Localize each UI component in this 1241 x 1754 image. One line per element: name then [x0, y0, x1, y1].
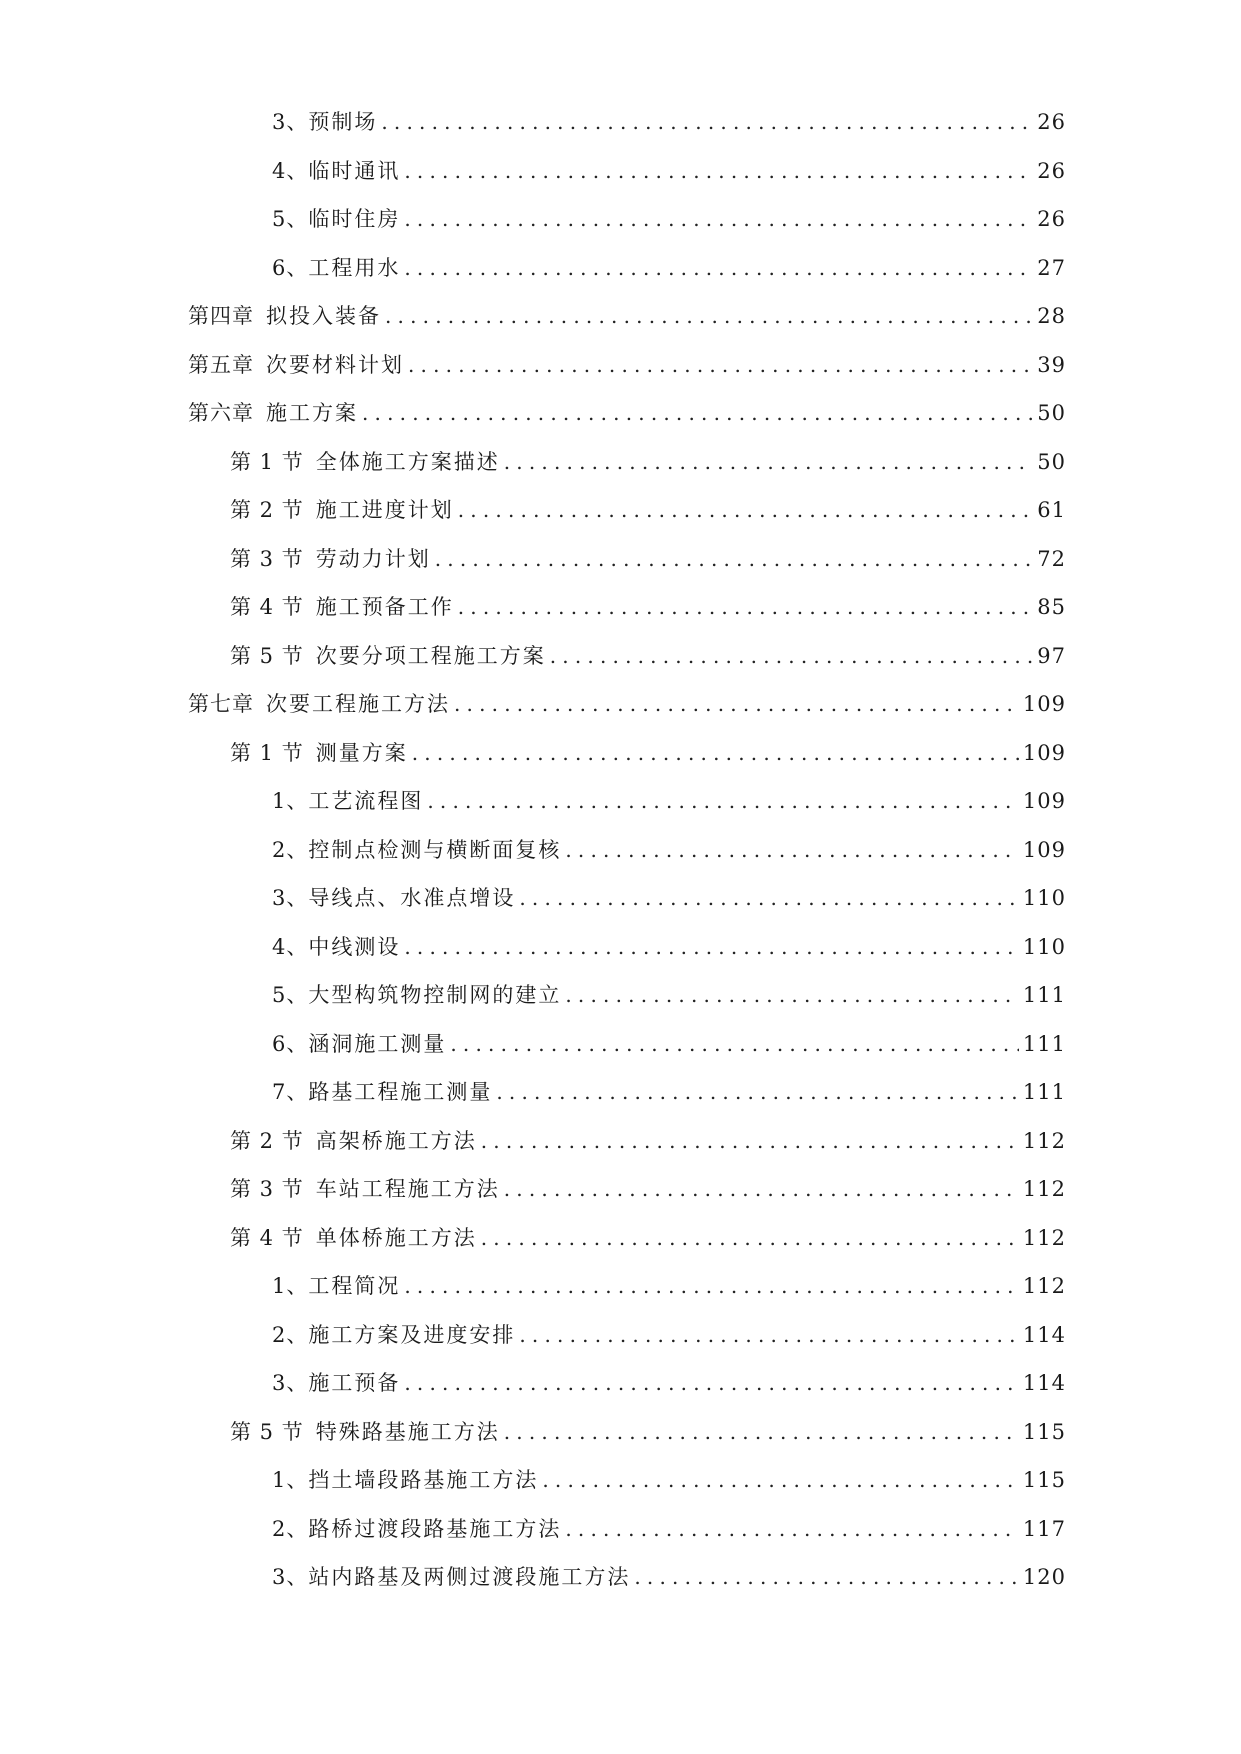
toc-entry-page-number: 114	[1022, 1371, 1066, 1395]
toc-entry-page-number: 109	[1022, 740, 1066, 765]
toc-entry-title: 工艺流程图	[308, 789, 424, 813]
toc-entry[interactable]	[0, 1505, 1241, 1554]
toc-entry-number: 3、	[272, 1565, 309, 1589]
dot-leader	[408, 341, 1033, 390]
dot-leader	[634, 1553, 1019, 1602]
toc-entry[interactable]	[0, 1020, 1241, 1069]
toc-entry[interactable]	[0, 1408, 1241, 1457]
toc-entry-title: 站内路基及两侧过渡段施工方法	[308, 1565, 631, 1589]
toc-entry-title: 路基工程施工测量	[308, 1080, 493, 1104]
toc-entry-title: 测量方案	[315, 740, 408, 765]
toc-entry[interactable]	[0, 1117, 1241, 1166]
toc-entry-page-number: 110	[1022, 934, 1066, 959]
toc-entry[interactable]	[0, 583, 1241, 632]
toc-entry-page-number: 115	[1022, 1468, 1066, 1492]
toc-entry-number: 4、	[272, 158, 309, 183]
toc-entry-title: 施工进度计划	[315, 498, 454, 522]
toc-entry-title: 中线测设	[308, 934, 401, 959]
toc-entry[interactable]	[0, 874, 1241, 923]
toc-entry-title: 大型构筑物控制网的建立	[308, 983, 562, 1007]
dot-leader	[542, 1456, 1019, 1505]
toc-entry-page-number: 50	[1037, 449, 1066, 474]
toc-entry-title: 临时住房	[308, 207, 401, 231]
toc-entry-page-number: 109	[1022, 789, 1066, 813]
toc-entry-number: 1、	[272, 1274, 309, 1298]
dot-leader	[519, 874, 1019, 923]
dot-leader	[362, 389, 1033, 438]
toc-entry-number: 第 3 节	[230, 1177, 304, 1201]
toc-entry-number: 第四章	[188, 304, 254, 328]
toc-entry-page-number: 112	[1022, 1177, 1066, 1201]
toc-entry[interactable]	[0, 98, 1241, 147]
toc-entry-page-number: 112	[1022, 1225, 1066, 1250]
toc-entry[interactable]	[0, 1165, 1241, 1214]
dot-leader	[454, 680, 1019, 729]
toc-entry-title: 次要工程施工方法	[266, 692, 450, 716]
toc-entry[interactable]	[0, 389, 1241, 438]
toc-entry-page-number: 110	[1022, 886, 1066, 910]
toc-entry[interactable]	[0, 971, 1241, 1020]
toc-entry-number: 第 4 节	[230, 1225, 304, 1250]
toc-entry-page-number: 112	[1022, 1128, 1066, 1153]
toc-entry-title: 次要分项工程施工方案	[315, 643, 546, 668]
table-of-contents	[0, 98, 1241, 1602]
toc-entry-page-number: 26	[1037, 207, 1066, 231]
toc-entry-number: 2、	[272, 837, 309, 862]
toc-entry-page-number: 50	[1037, 401, 1066, 425]
toc-entry-number: 第 3 节	[230, 546, 304, 571]
toc-entry[interactable]	[0, 1553, 1241, 1602]
dot-leader	[496, 1068, 1019, 1117]
dot-leader	[435, 535, 1034, 584]
dot-leader	[565, 1505, 1019, 1554]
toc-entry-page-number: 115	[1022, 1419, 1066, 1444]
dot-leader	[458, 486, 1034, 535]
toc-entry-title: 施工方案	[266, 401, 358, 425]
dot-leader	[404, 923, 1019, 972]
dot-leader	[565, 826, 1019, 875]
dot-leader	[450, 1020, 1019, 1069]
toc-entry-title: 临时通讯	[308, 158, 401, 183]
toc-entry-number: 第 5 节	[230, 1419, 304, 1444]
dot-leader	[404, 244, 1033, 293]
toc-entry-number: 第六章	[188, 401, 254, 425]
dot-leader	[504, 1408, 1019, 1457]
toc-entry-page-number: 109	[1022, 692, 1066, 716]
toc-entry-title: 劳动力计划	[315, 546, 431, 571]
toc-entry-number: 1、	[272, 1468, 309, 1492]
toc-entry[interactable]	[0, 195, 1241, 244]
toc-entry[interactable]	[0, 729, 1241, 778]
toc-entry[interactable]	[0, 923, 1241, 972]
toc-entry[interactable]	[0, 244, 1241, 293]
toc-entry-page-number: 61	[1037, 498, 1066, 522]
toc-entry-number: 第七章	[188, 692, 254, 716]
toc-entry-page-number: 117	[1022, 1516, 1066, 1541]
dot-leader	[381, 98, 1033, 147]
toc-entry[interactable]	[0, 535, 1241, 584]
toc-entry[interactable]	[0, 632, 1241, 681]
dot-leader	[565, 971, 1019, 1020]
toc-entry-number: 第 2 节	[230, 498, 304, 522]
toc-entry-title: 导线点、水准点增设	[308, 886, 516, 910]
toc-entry-page-number: 27	[1037, 255, 1066, 280]
toc-entry-title: 次要材料计划	[266, 352, 404, 377]
toc-entry[interactable]	[0, 147, 1241, 196]
toc-entry-page-number: 114	[1022, 1322, 1066, 1347]
toc-entry-page-number: 85	[1037, 595, 1066, 619]
toc-entry-page-number: 111	[1022, 983, 1066, 1007]
dot-leader	[404, 1262, 1019, 1311]
toc-entry-title: 单体桥施工方法	[315, 1225, 477, 1250]
toc-entry-title: 工程简况	[308, 1274, 401, 1298]
toc-entry-number: 3、	[272, 886, 309, 910]
toc-entry[interactable]	[0, 680, 1241, 729]
dot-leader	[427, 777, 1019, 826]
dot-leader	[385, 292, 1033, 341]
toc-entry-number: 5、	[272, 207, 309, 231]
toc-entry-title: 车站工程施工方法	[315, 1177, 500, 1201]
toc-entry-number: 2、	[272, 1516, 309, 1541]
dot-leader	[519, 1311, 1019, 1360]
toc-entry-title: 施工预备工作	[315, 595, 454, 619]
toc-entry[interactable]	[0, 438, 1241, 487]
toc-entry-number: 第 4 节	[230, 595, 304, 619]
toc-entry-number: 2、	[272, 1322, 309, 1347]
toc-entry-number: 6、	[272, 255, 309, 280]
toc-entry-title: 高架桥施工方法	[315, 1128, 477, 1153]
toc-entry[interactable]	[0, 292, 1241, 341]
toc-entry-title: 挡土墙段路基施工方法	[308, 1468, 539, 1492]
dot-leader	[550, 632, 1034, 681]
dot-leader	[404, 147, 1033, 196]
toc-entry-number: 第 2 节	[230, 1128, 304, 1153]
toc-entry-page-number: 39	[1037, 352, 1066, 377]
toc-entry[interactable]	[0, 1262, 1241, 1311]
toc-entry-title: 工程用水	[308, 255, 401, 280]
toc-entry[interactable]	[0, 486, 1241, 535]
toc-entry-page-number: 111	[1022, 1080, 1066, 1104]
dot-leader	[504, 1165, 1019, 1214]
dot-leader	[404, 1359, 1019, 1408]
toc-entry[interactable]	[0, 1359, 1241, 1408]
toc-entry-number: 第 1 节	[230, 740, 304, 765]
toc-entry-number: 3、	[272, 110, 309, 134]
toc-entry[interactable]	[0, 1456, 1241, 1505]
toc-entry-number: 4、	[272, 934, 309, 959]
toc-entry-number: 第五章	[188, 352, 254, 377]
toc-entry[interactable]	[0, 1068, 1241, 1117]
toc-entry-title: 全体施工方案描述	[315, 449, 500, 474]
toc-entry-number: 第 5 节	[230, 643, 304, 668]
toc-entry[interactable]	[0, 1214, 1241, 1263]
toc-entry-title: 拟投入装备	[266, 304, 381, 328]
toc-entry[interactable]	[0, 341, 1241, 390]
toc-entry-page-number: 97	[1037, 643, 1066, 668]
toc-entry-title: 控制点检测与横断面复核	[308, 837, 562, 862]
toc-entry-page-number: 26	[1037, 158, 1066, 183]
toc-entry-page-number: 111	[1022, 1031, 1066, 1056]
toc-entry[interactable]	[0, 826, 1241, 875]
dot-leader	[481, 1117, 1019, 1166]
toc-entry-title: 路桥过渡段路基施工方法	[308, 1516, 562, 1541]
toc-entry-page-number: 72	[1037, 546, 1066, 571]
toc-entry-page-number: 28	[1037, 304, 1066, 328]
toc-entry-number: 3、	[272, 1371, 309, 1395]
toc-entry-number: 5、	[272, 983, 309, 1007]
dot-leader	[404, 195, 1033, 244]
toc-entry-page-number: 109	[1022, 837, 1066, 862]
toc-entry-number: 1、	[272, 789, 309, 813]
toc-entry[interactable]	[0, 777, 1241, 826]
dot-leader	[504, 438, 1034, 487]
toc-entry-title: 施工预备	[308, 1371, 401, 1395]
toc-entry-page-number: 120	[1022, 1565, 1066, 1589]
toc-entry-number: 第 1 节	[230, 449, 304, 474]
toc-entry-number: 7、	[272, 1080, 309, 1104]
toc-entry-title: 施工方案及进度安排	[308, 1322, 516, 1347]
dot-leader	[412, 729, 1019, 778]
dot-leader	[481, 1214, 1019, 1263]
toc-entry[interactable]	[0, 1311, 1241, 1360]
dot-leader	[458, 583, 1034, 632]
toc-entry-number: 6、	[272, 1031, 309, 1056]
toc-entry-title: 涵洞施工测量	[308, 1031, 447, 1056]
toc-entry-title: 特殊路基施工方法	[315, 1419, 500, 1444]
toc-entry-title: 预制场	[308, 110, 378, 134]
toc-entry-page-number: 112	[1022, 1274, 1066, 1298]
toc-entry-page-number: 26	[1037, 110, 1066, 134]
